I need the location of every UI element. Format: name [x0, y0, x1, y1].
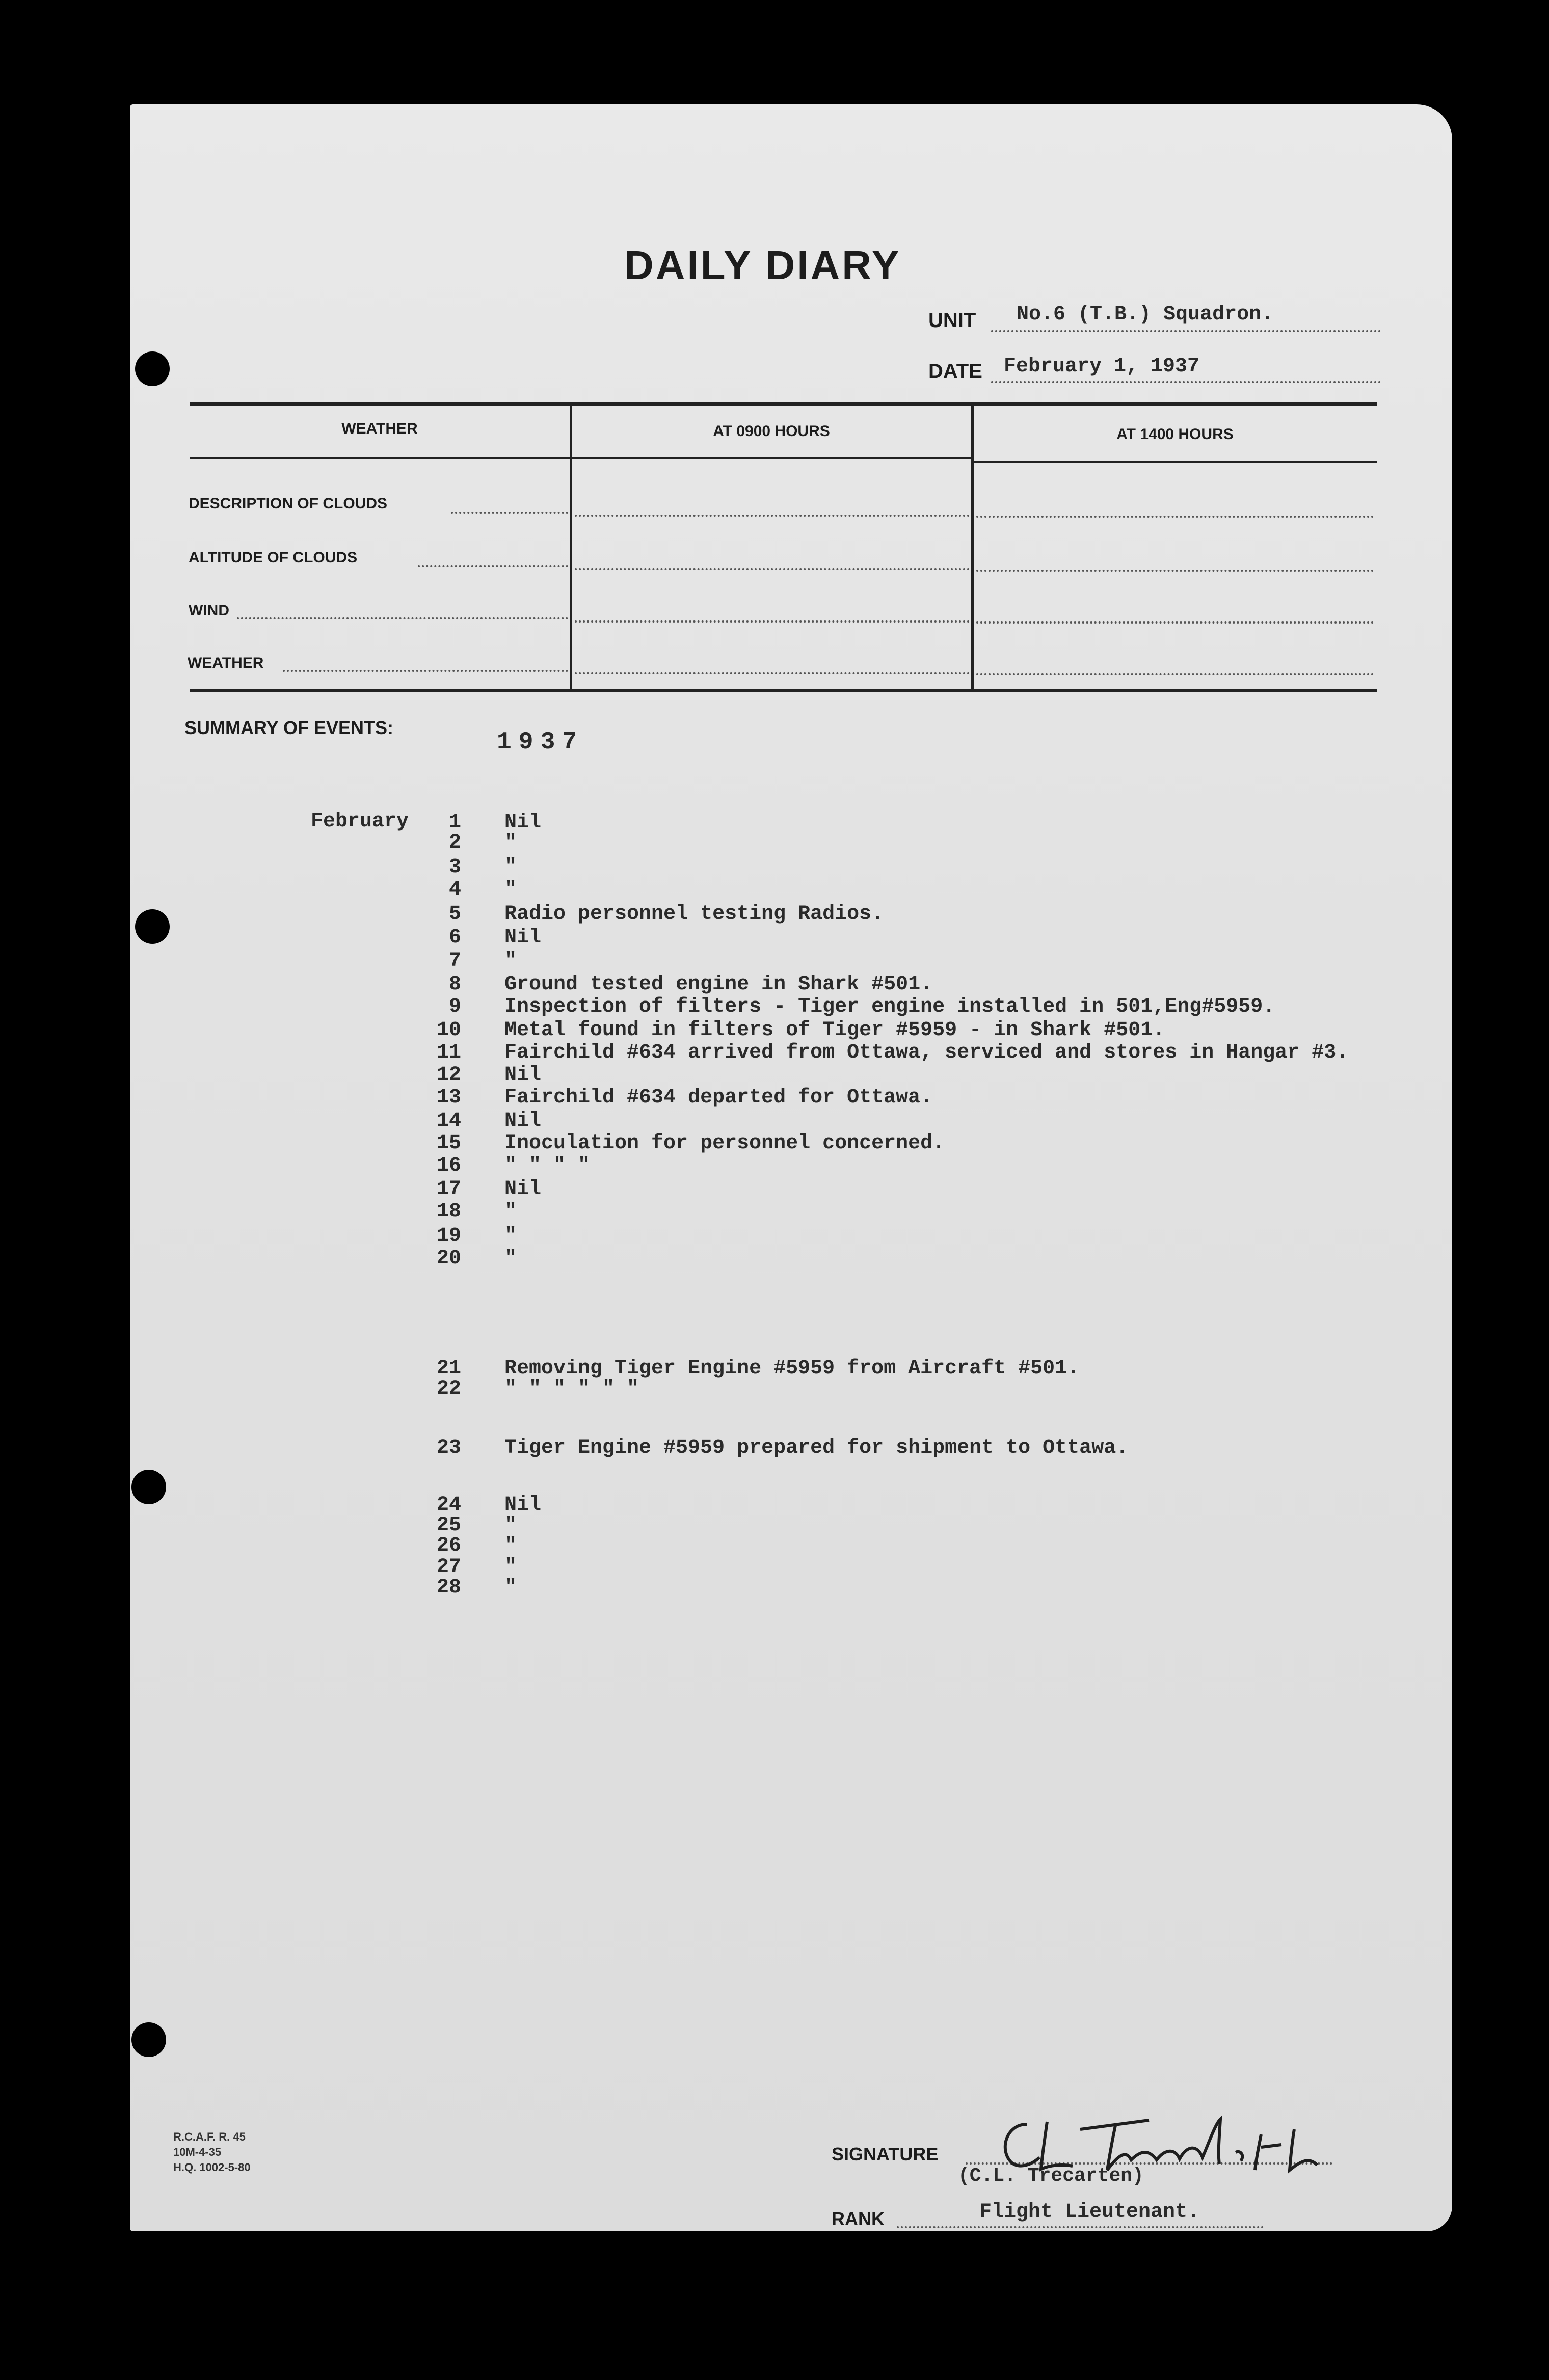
- event-row: [418, 1041, 1348, 1064]
- event-day: 28: [436, 1576, 461, 1599]
- col-1400: AT 1400 HOURS: [1116, 426, 1234, 443]
- event-row: [418, 926, 541, 949]
- row-dots-4c: [976, 673, 1374, 675]
- event-text: ": [504, 1200, 517, 1223]
- event-day: 13: [436, 1086, 461, 1109]
- row-dots-3c: [976, 621, 1374, 624]
- event-row: [418, 1086, 932, 1109]
- event-day: 7: [448, 950, 461, 972]
- event-text: Ground tested engine in Shark #501.: [504, 973, 933, 996]
- row-wind: WIND: [189, 602, 229, 619]
- event-row: [418, 1019, 1165, 1042]
- event-day: 24: [436, 1494, 461, 1517]
- event-day: 20: [436, 1247, 461, 1270]
- date-label: DATE: [928, 360, 982, 383]
- event-row: [418, 973, 932, 996]
- event-text: Nil: [504, 1110, 542, 1132]
- signature-name: (C.L. Trecarten): [958, 2165, 1144, 2187]
- table-header-rule-3: [973, 461, 1377, 463]
- event-row: [418, 1534, 517, 1557]
- summary-year: 1937: [497, 728, 584, 756]
- rank-dotted-line: [897, 2226, 1264, 2228]
- summary-label: SUMMARY OF EVENTS:: [184, 717, 394, 738]
- punch-hole-2: [135, 909, 170, 944]
- event-text: Nil: [504, 1178, 542, 1201]
- event-day: 27: [436, 1556, 461, 1579]
- event-row: [418, 1437, 1128, 1459]
- unit-value: No.6 (T.B.) Squadron.: [1017, 303, 1274, 326]
- event-row: [418, 1377, 639, 1400]
- event-day: 17: [436, 1178, 461, 1201]
- punch-hole-3: [131, 1470, 166, 1504]
- row-dots-1a: [451, 512, 568, 514]
- event-text: Nil: [504, 811, 542, 834]
- event-text: Metal found in filters of Tiger #5959 - in Shark #501.: [504, 1019, 1165, 1042]
- unit-label: UNIT: [928, 309, 976, 332]
- event-text: ": [504, 1576, 517, 1599]
- event-text: ": [504, 1514, 517, 1537]
- event-row: [418, 1110, 541, 1132]
- event-row: [418, 1064, 541, 1087]
- event-day: 26: [436, 1534, 461, 1557]
- event-day: 14: [436, 1110, 461, 1132]
- col-weather: WEATHER: [341, 420, 418, 437]
- col-0900: AT 0900 HOURS: [713, 423, 830, 440]
- event-text: ": [504, 1225, 517, 1248]
- event-row: [418, 1200, 517, 1223]
- row-altitude-of-clouds: ALTITUDE OF CLOUDS: [189, 549, 358, 566]
- event-row: [418, 811, 541, 834]
- rank-value: Flight Lieutenant.: [979, 2201, 1200, 2224]
- event-row: [418, 1178, 541, 1201]
- form-code-line: 10M-4-35: [173, 2146, 222, 2158]
- event-text: ": [504, 1534, 517, 1557]
- event-day: 23: [436, 1437, 461, 1459]
- event-text: ": [504, 950, 517, 972]
- event-row: [418, 1494, 541, 1517]
- event-text: ": [504, 856, 517, 879]
- row-dots-3a: [237, 617, 568, 619]
- row-dots-4a: [283, 670, 568, 672]
- event-text: ": [504, 878, 517, 901]
- table-bottom-border: [190, 689, 1377, 692]
- row-dots-2b: [575, 568, 970, 570]
- table-divider-1: [570, 405, 572, 690]
- event-text: Radio personnel testing Radios.: [504, 903, 884, 926]
- event-text: Nil: [504, 1064, 542, 1087]
- event-row: [418, 950, 517, 972]
- event-text: Removing Tiger Engine #5959 from Aircraft #501.: [504, 1357, 1080, 1380]
- event-day: 10: [436, 1019, 461, 1042]
- event-day: 25: [436, 1514, 461, 1537]
- event-row: [418, 1225, 517, 1248]
- form-code: [173, 2129, 251, 2175]
- table-header-rule-1: [190, 457, 572, 459]
- rank-label: RANK: [832, 2208, 885, 2229]
- date-value: February 1, 1937: [1004, 355, 1200, 378]
- event-text: ": [504, 831, 517, 854]
- table-top-border: [190, 402, 1377, 406]
- event-day: 15: [436, 1132, 461, 1155]
- event-day: 9: [448, 995, 461, 1018]
- punch-hole-1: [135, 351, 170, 386]
- event-day: 11: [436, 1041, 461, 1064]
- event-day: 5: [448, 903, 461, 926]
- row-dots-1b: [575, 515, 970, 517]
- page-title: DAILY DIARY: [624, 242, 901, 288]
- punch-hole-4: [131, 2022, 166, 2057]
- event-text: Inspection of filters - Tiger engine installed in 501,Eng#5959.: [504, 995, 1275, 1018]
- event-row: [418, 878, 517, 901]
- row-dots-1c: [976, 516, 1374, 518]
- event-day: 22: [436, 1377, 461, 1400]
- row-dots-4b: [575, 672, 970, 674]
- event-day: 6: [448, 926, 461, 949]
- event-text: ": [504, 1247, 517, 1270]
- form-code-line: H.Q. 1002-5-80: [173, 2161, 251, 2174]
- event-text: Nil: [504, 926, 542, 949]
- event-row: [418, 1132, 945, 1155]
- row-description-of-clouds: DESCRIPTION OF CLOUDS: [189, 495, 388, 512]
- event-text: " " " " " ": [504, 1377, 639, 1400]
- event-row: [418, 856, 517, 879]
- event-row: [418, 903, 884, 926]
- event-day: 4: [448, 878, 461, 901]
- event-text: Tiger Engine #5959 prepared for shipment to Ottawa.: [504, 1437, 1129, 1459]
- event-text: ": [504, 1556, 517, 1579]
- row-dots-3b: [575, 620, 970, 623]
- event-row: [418, 1576, 517, 1599]
- event-text: Inoculation for personnel concerned.: [504, 1132, 945, 1155]
- row-weather: WEATHER: [188, 655, 264, 671]
- event-row: [418, 1154, 590, 1177]
- table-divider-2: [971, 405, 974, 690]
- event-text: Fairchild #634 arrived from Ottawa, serviced and stores in Hangar #3.: [504, 1041, 1349, 1064]
- date-dotted-line: [991, 381, 1381, 383]
- signature-label: SIGNATURE: [832, 2144, 939, 2165]
- event-row: [418, 831, 517, 854]
- event-day: 21: [436, 1357, 461, 1380]
- form-code-line: R.C.A.F. R. 45: [173, 2130, 246, 2143]
- event-day: 8: [448, 973, 461, 996]
- event-text: Nil: [504, 1494, 542, 1517]
- event-day: 16: [436, 1154, 461, 1177]
- event-row: [418, 1247, 517, 1270]
- unit-dotted-line: [991, 330, 1381, 332]
- event-text: " " " ": [504, 1154, 591, 1177]
- event-row: [418, 995, 1275, 1018]
- event-day: 1: [448, 811, 461, 834]
- row-dots-2a: [418, 565, 568, 567]
- event-text: Fairchild #634 departed for Ottawa.: [504, 1086, 933, 1109]
- event-day: 2: [448, 831, 461, 854]
- event-row: [418, 1556, 517, 1579]
- summary-month: February: [311, 810, 409, 833]
- table-header-rule-2: [572, 457, 973, 459]
- event-day: 12: [436, 1064, 461, 1087]
- event-day: 3: [448, 856, 461, 879]
- event-day: 19: [436, 1225, 461, 1248]
- row-dots-2c: [976, 570, 1374, 572]
- event-day: 18: [436, 1200, 461, 1223]
- event-row: [418, 1357, 1079, 1380]
- event-row: [418, 1514, 517, 1537]
